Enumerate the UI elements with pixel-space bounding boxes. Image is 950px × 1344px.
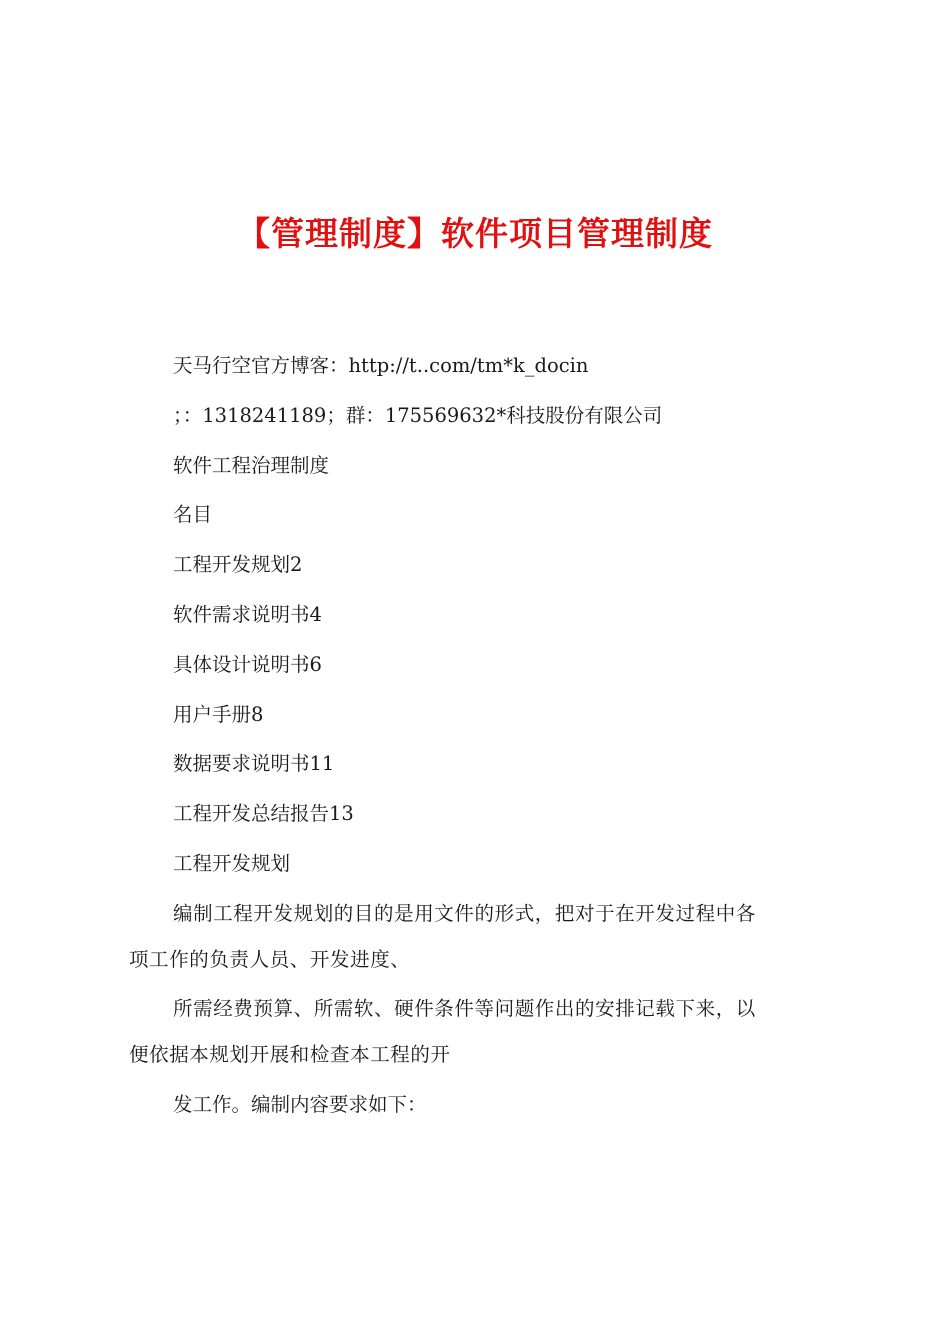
paragraph-line: 项工作的负责人员、开发进度、	[129, 947, 411, 971]
paragraph-line: 便依据本规划开展和检查本工程的开	[129, 1043, 451, 1067]
toc-item: 数据要求说明书11	[173, 752, 335, 776]
paragraph-line: 编制工程开发规划的目的是用文件的形式，把对于在开发过程中各	[173, 901, 756, 925]
toc-item: 用户手册8	[173, 702, 264, 726]
toc-item: 软件需求说明书4	[173, 602, 322, 626]
body-paragraph	[129, 889, 835, 985]
document-title: 【管理制度】软件项目管理制度	[237, 214, 713, 253]
toc-item: 工程开发规划2	[173, 553, 303, 577]
section-heading: 软件工程治理制度	[173, 453, 330, 477]
blog-info-line: 天马行空官方博客：http://t..com/tm*k_docin	[173, 354, 589, 377]
contact-info-line: ；：1318241189；群：175569632*科技股份有限公司	[173, 403, 663, 427]
toc-item: 具体设计说明书6	[173, 652, 322, 676]
body-paragraph: 发工作。编制内容要求如下：	[173, 1092, 427, 1116]
paragraph-line: 所需经费预算、所需软、硬件条件等问题作出的安排记载下来，以	[173, 997, 756, 1021]
body-paragraph	[129, 984, 835, 1080]
chapter-heading: 工程开发规划	[173, 851, 291, 875]
document-body	[129, 341, 835, 1130]
toc-item: 工程开发总结报告13	[173, 802, 354, 826]
toc-heading: 名目	[173, 503, 213, 527]
